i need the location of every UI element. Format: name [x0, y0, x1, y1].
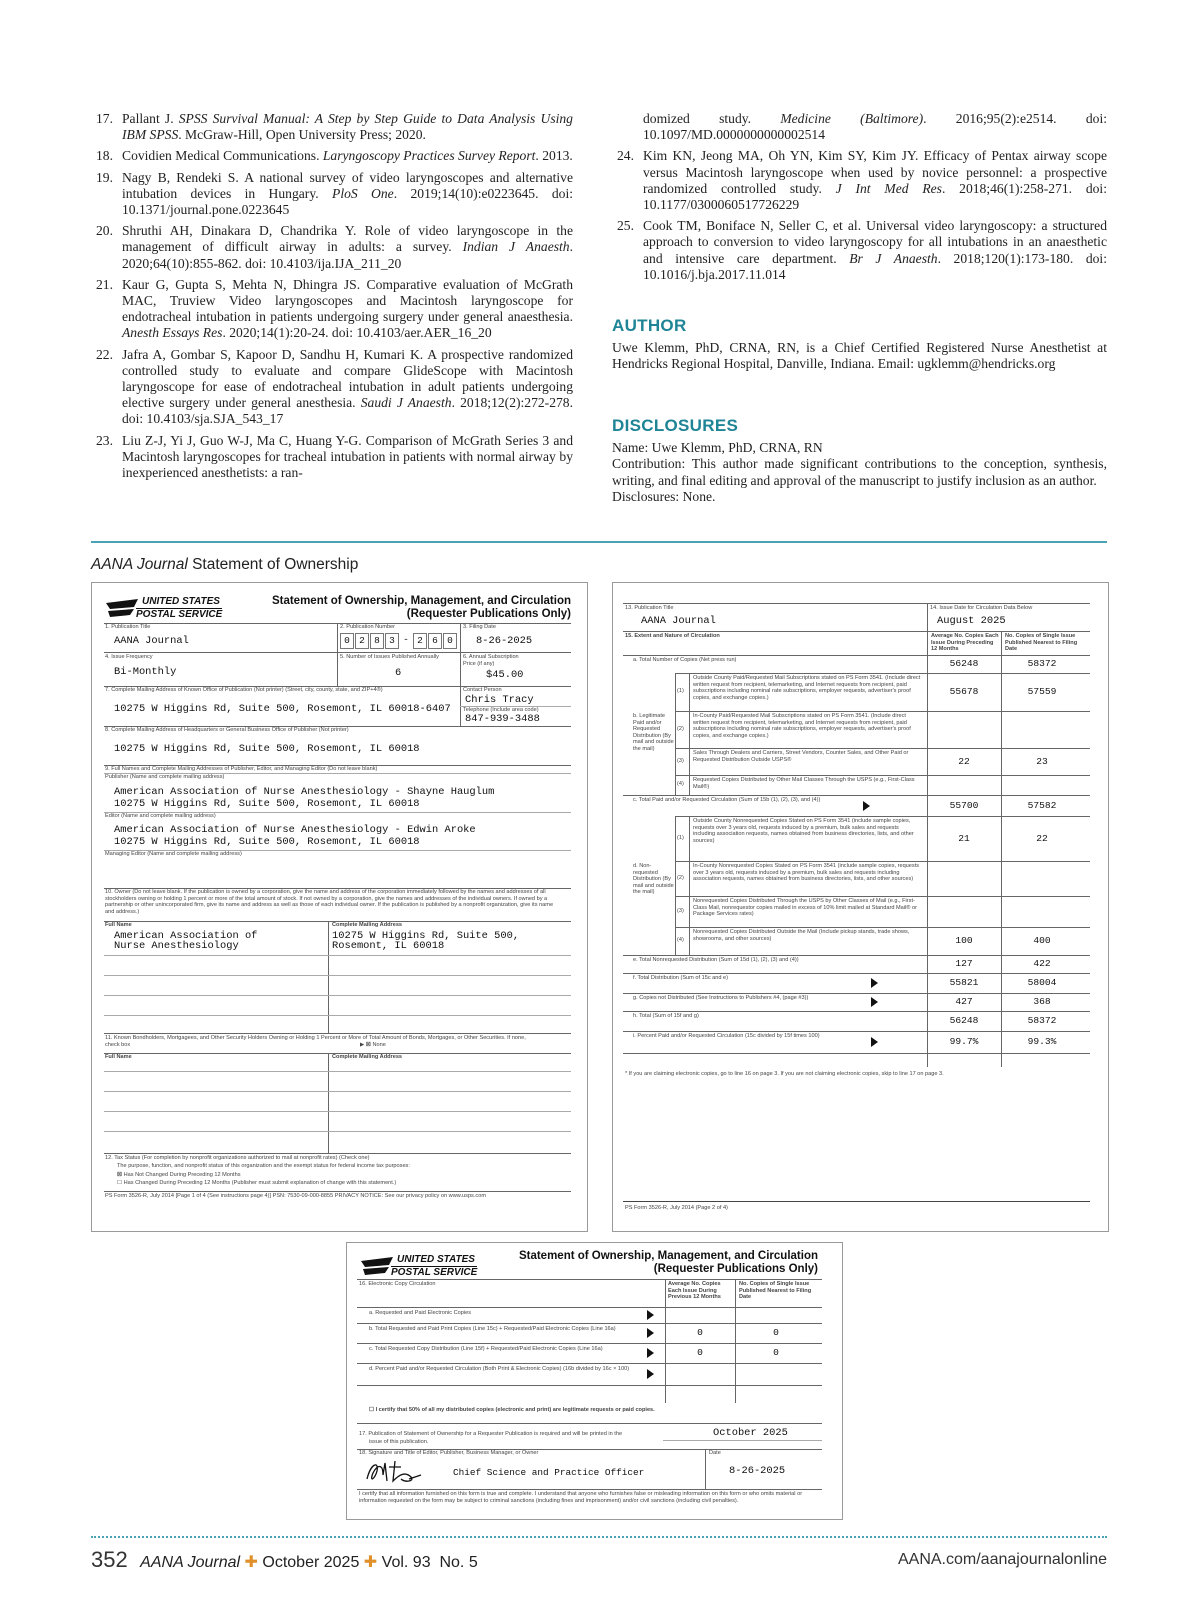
pub-title-value: AANA Journal — [114, 635, 189, 647]
pub-number-digit: 6 — [428, 633, 442, 649]
label-filing-date: 3. Filing Date — [463, 624, 496, 630]
pub-number-digit: 3 — [385, 633, 399, 649]
certify-all-text: I certify that all information furnished on this form is true and complete. I understand that anyone who furnishes false or misleading information on this form or who omits material or information requested on the form may be subject to criminal sanctions (including fines and imprisonment) and/or civil sanctions (including civil penalties). — [359, 1491, 803, 1504]
avg-copies-value: 56248 — [949, 1015, 979, 1026]
ps-form-page-1 — [91, 582, 588, 1232]
circulation-row-label: Requested Copies Distributed by Other Mail Classes Through the USPS (e.g., First-Class Mail®) — [693, 777, 915, 790]
col-single-header: No. Copies of Single Issue Published Nearest to Filing Date — [1005, 633, 1078, 653]
electronic-row-label: b. Total Requested and Paid Print Copies (Line 15c) + Requested/Paid Electronic Copies (Line 16a) — [369, 1326, 616, 1332]
row-sub-number: (4) — [677, 781, 684, 787]
avg-copies-value: 55678 — [949, 686, 979, 697]
single-issue-value: 422 — [1033, 958, 1051, 969]
caption-rest: Statement of Ownership — [187, 556, 359, 573]
col3-single-header: No. Copies of Single Issue Published Nearest to Filing Date — [739, 1281, 812, 1301]
single-issue-value: 99.3% — [1027, 1036, 1057, 1047]
circulation-row-label: In-County Paid/Requested Mail Subscriptions stated on PS Form 3541. (Include direct written request from recipient, telemarketing, and Internet requests from recipient, paid subscriptions including nominal rate subscriptions, employer requests, advertiser's proof copies, and exchange copies.) — [693, 713, 911, 739]
disclosures-name: Name: Uwe Klemm, PhD, CRNA, RN — [612, 440, 823, 456]
single-issue-value: 368 — [1033, 996, 1051, 1007]
tax-status-label: 12. Tax Status (For completion by nonprofit organizations authorized to mail at nonprofit rates) (Check one) — [105, 1155, 370, 1161]
row-sub-number: (2) — [677, 725, 684, 732]
eagle-icon — [359, 1257, 395, 1277]
label-pub-title: 1. Publication Title — [105, 624, 151, 630]
footer-divider — [91, 1536, 1107, 1538]
label-date: Date — [709, 1450, 721, 1456]
publisher-line2: 10275 W Higgins Rd, Suite 500, Rosemont, IL 60018 — [114, 798, 420, 810]
label-nonrequested: d. Non-requested Distribution (By mail and outside the mail) — [633, 863, 674, 896]
arrow-icon — [871, 997, 878, 1007]
usps-logo — [104, 597, 222, 620]
reference-number: 21. — [96, 276, 113, 292]
form1-title-line1: Statement of Ownership, Management, and Circulation — [271, 595, 571, 607]
reference-number: 17. — [96, 111, 113, 126]
circulation-row-label: In-County Nonrequested Copies Stated on PS Form 3541 (include sample copies, requests over 3 years old, requests induced by a premium, bulk sales and requests including association requests, names obtained from business directories, lists, and other sources) — [693, 863, 920, 883]
bondholders-label: 11. Known Bondholders, Mortgagees, and Other Security Holders Owning or Holding 1 Percent or More of Total Amount of Bonds, Mortgages, or Other Securities. If none, check box — [105, 1035, 526, 1048]
table-row-divider — [623, 973, 1090, 974]
usps-line2: POSTAL SERVICE — [391, 1267, 478, 1278]
label-managing-editor: Managing Editor (Name and complete mailing address) — [105, 851, 242, 857]
row-sub-number: (3) — [677, 907, 684, 914]
label-17: 17. Publication of Statement of Ownership for a Requester Publication is required and will be printed in the — [359, 1431, 623, 1437]
reference-text: Indian J Anaesth — [462, 239, 570, 255]
right-reference — [612, 148, 1107, 213]
reference-text: PloS One — [332, 185, 394, 201]
footer-issue: October 2025 — [262, 1554, 360, 1571]
table-row-divider — [623, 795, 1090, 796]
usps-line2: POSTAL SERVICE — [136, 609, 223, 620]
circulation-row-label: h. Total (Sum of 15f and g) — [633, 1013, 699, 1019]
right-reference — [612, 111, 1107, 143]
label-phone: Telephone (Include area code) — [463, 707, 539, 713]
label-hq: 8. Complete Mailing Address of Headquarters or General Business Office of Publisher (Not printer) — [105, 727, 349, 733]
label-issue-frequency: 4. Issue Frequency — [105, 654, 153, 660]
owner-name-line1: American Association of — [114, 930, 258, 942]
avg-copies-value: 427 — [955, 996, 973, 1007]
arrow-icon — [871, 1037, 878, 1047]
electronic-single-value: 0 — [773, 1327, 779, 1338]
electronic-row-label: c. Total Requested Copy Distribution (Line 15f) + Requested/Paid Electronic Copies (Line 16a) — [369, 1346, 603, 1352]
contact-value: Chris Tracy — [465, 694, 534, 706]
electronic-row-label: a. Requested and Paid Electronic Copies — [369, 1310, 471, 1316]
signer-title: Chief Science and Practice Officer — [453, 1467, 645, 1478]
reference-text: . 2019;14(10):e0223645. doi: 10.1371/journal.pone.0223645 — [122, 185, 573, 218]
figure-caption — [91, 556, 358, 574]
single-issue-value: 22 — [1036, 832, 1048, 844]
table-row-divider — [675, 775, 1090, 776]
author-text: Uwe Klemm, PhD, CRNA, RN, is a Chief Certified Registered Nurse Anesthetist at Hendricks Regional Hospital, Danville, Indiana. Email: ugklemm@hendricks.org — [612, 340, 1107, 372]
single-issue-value: 400 — [1033, 935, 1051, 946]
left-reference — [91, 170, 573, 219]
label-complete-address-2: Complete Mailing Address — [332, 1054, 403, 1060]
form3-title-line1: Statement of Ownership, Management, and Circulation — [518, 1250, 818, 1262]
reference-text: Saudi J Anaesth — [360, 395, 452, 411]
issue-date-value: August 2025 — [937, 615, 1006, 627]
left-reference — [91, 111, 573, 143]
none-checkbox: ▶ ☒ None — [360, 1042, 386, 1048]
pub-title-13-value: AANA Journal — [641, 615, 716, 627]
form1-title-line2: (Requester Publications Only) — [406, 607, 571, 620]
circulation-row-label: a. Total Number of Copies (Net press run) — [633, 657, 737, 663]
left-reference — [91, 433, 573, 482]
circulation-row-label: g. Copies not Distributed (See Instructions to Publishers #4, (page #3)) — [633, 995, 809, 1001]
usps-line1: UNITED STATES — [397, 1254, 475, 1265]
label-num-issues: 5. Number of Issues Published Annually — [340, 654, 439, 660]
reference-text: Liu Z-J, Yi J, Guo W-J, Ma C, Huang Y-G. Comparison of McGrath Series 3 and Macintosh laryngoscopes for tracheal intubation in patients with normal airway by inexperienced anesthetists: a ran- — [122, 432, 573, 481]
circulation-row-label: Sales Through Dealers and Carriers, Street Vendors, Counter Sales, and Other Paid or Requested Distribution Outside USPS® — [693, 750, 909, 763]
arrow-icon — [863, 801, 870, 811]
reference-text: Anesth Essays Res — [122, 325, 223, 341]
electronic-single-value: 0 — [773, 1347, 779, 1358]
label-names: 9. Full Names and Complete Mailing Addresses of Publisher, Editor, and Managing Editor (Do not leave blank) — [105, 766, 378, 772]
reference-text: Kaur G, Gupta S, Mehta N, Dhingra JS. Comparative evaluation of McGrath MAC, Truview Video laryngoscopes and Macintosh laryngoscope for endotracheal intubation in patients undergoing surgery under general anaesthesia. — [122, 276, 573, 325]
reference-text: . 2016;95(2):e2514. doi: 10.1097/MD.0000000000002514 — [643, 111, 1107, 143]
avg-copies-value: 100 — [955, 935, 973, 946]
tax-status-label-2: The purpose, function, and nonprofit status of this organization and the exempt status for federal income tax purposes: — [117, 1163, 410, 1169]
reference-text: SPSS Survival Manual: A Step by Step Guide to Data Analysis Using IBM SPSS — [122, 111, 573, 143]
arrow-icon — [647, 1328, 654, 1338]
avg-copies-value: 22 — [958, 755, 970, 767]
form1-footer: PS Form 3526-R, July 2014 [Page 1 of 4 (See instructions page 4)] PSN: 7530-09-000-8855 PRIVACY NOTICE: See our privacy policy on www.usps.com — [105, 1193, 486, 1199]
label-pub-title-13: 13. Publication Title — [625, 605, 674, 611]
pub-number-digit: 8 — [370, 633, 384, 649]
row-sub-number: (1) — [677, 834, 684, 841]
form1-title — [272, 595, 571, 620]
pub-number-digit: 2 — [355, 633, 369, 649]
footer-url: AANA.com/aanajournalonline — [897, 1551, 1107, 1568]
reference-text: Covidien Medical Communications. — [122, 148, 323, 164]
avg-copies-value: 99.7% — [949, 1036, 979, 1047]
certify-50-checkbox: ☐ I certify that 50% of all my distributed copies (electronic and print) are legitimate requests or paid copies. — [369, 1407, 655, 1413]
reference-text: . 2020;14(1):20-24. doi: 10.4103/aer.AER_16_20 — [222, 325, 492, 341]
circulation-row-label: Outside County Paid/Requested Mail Subscriptions stated on PS Form 3541. (Include direct written request from recipient, telemarketing, and Internet requests from recipient, paid subscriptions including nominal rate subscriptions, employer requests, advertiser's proof copies, and exchange copies.) — [693, 675, 921, 701]
label-sub-price: 6. Annual Subscription Price (if any) — [463, 654, 519, 667]
arrow-icon — [647, 1310, 654, 1320]
ps-form-page-3 — [346, 1242, 843, 1520]
row-sub-number: (2) — [677, 874, 684, 881]
reference-number: 20. — [96, 223, 113, 239]
plus-icon: ✚ — [363, 1554, 378, 1571]
avg-copies-value: 21 — [958, 832, 970, 844]
references-left — [91, 111, 573, 486]
label-full-name-2: Full Name — [105, 1054, 132, 1060]
signature-image — [361, 1457, 425, 1487]
reference-text: Jafra A, Gombar S, Kapoor D, Sandhu H, Kumari K. A prospective randomized controlled study to evaluate and compare GlideScope with Macintosh laryngoscope for ease of endotracheal intubation in adult patients undergoing elective surgery under general anesthesia. — [122, 346, 573, 411]
single-issue-value: 58372 — [1027, 1015, 1057, 1026]
pub-number-digit: 2 — [413, 633, 427, 649]
table-row-divider — [675, 861, 1090, 862]
plus-icon: ✚ — [244, 1554, 258, 1571]
reference-text: . 2018;46(1):258-271. doi: 10.1177/0300060517726229 — [643, 180, 1107, 213]
circulation-row-label: Nonrequested Copies Distributed Outside the Mail (Include pickup stands, trade shows, showrooms, and other sources) — [693, 929, 910, 942]
circulation-row-label: c. Total Paid and/or Requested Circulation (Sum of 15b (1), (2), (3), and (4)) — [633, 797, 821, 803]
electronic-avg-value: 0 — [697, 1347, 703, 1358]
table-row-divider — [623, 993, 1090, 994]
label-full-name: Full Name — [105, 922, 132, 928]
owner-name-line2: Nurse Anesthesiology — [114, 940, 239, 952]
owner-address-line2: Rosemont, IL 60018 — [332, 940, 445, 952]
mailing-value: 10275 W Higgins Rd, Suite 500, Rosemont, IL 60018-6407 — [114, 703, 451, 715]
avg-copies-value: 55700 — [949, 799, 979, 811]
sub-price-value: $45.00 — [486, 669, 524, 681]
electronic-note: * If you are claiming electronic copies, go to line 16 on page 3. If you are not claiming electronic copies, skip to line 17 on page 3. — [625, 1071, 944, 1077]
left-reference — [91, 277, 573, 342]
avg-copies-value: 55821 — [949, 977, 979, 988]
publisher-line1: American Association of Nurse Anesthesiology - Shayne Hauglum — [114, 786, 495, 798]
avg-copies-value: 127 — [955, 958, 973, 969]
col-avg-header: Average No. Copies Each Issue During Preceding 12 Months — [931, 633, 999, 653]
label-legit-paid: b. Legitimate Paid and/or Requested Distribution (By mail and outside the mail) — [633, 713, 674, 752]
circulation-row-label: i. Percent Paid and/or Requested Circulation (15c divided by 15f times 100) — [633, 1033, 820, 1039]
label-17b: issue of this publication. — [369, 1439, 429, 1445]
arrow-icon — [647, 1369, 654, 1379]
reference-text: Cook TM, Boniface N, Seller C, et al. Universal video laryngoscopy: a structured approach to conversion to video laryngoscopy for all intubations in an anaesthetic and intensive care department. — [643, 218, 1107, 266]
none-label: None — [372, 1042, 386, 1048]
arrow-icon — [871, 978, 878, 988]
owner-instructions: 10. Owner (Do not leave blank. If the publication is owned by a corporation, give the name and address of the corporation immediately followed by the names and addresses of all stockholders owning or holding 1 percent or more of the total amount of stock. If not owned by a corporation, give the names and addresses of the individual owners. If owned by a partnership or other unincorporated firm, give its name and address as well as those of each individual owner. If the publication is published by a nonprofit organization, give its name and address.) — [105, 889, 554, 915]
left-reference — [91, 223, 573, 272]
label-18: 18. Signature and Title of Editor, Publisher, Business Manager, or Owner — [359, 1450, 539, 1456]
table-row-divider — [623, 1011, 1090, 1012]
pub-number-digit: 0 — [443, 633, 457, 649]
row-sub-number: (1) — [677, 688, 684, 694]
pub-number-digit: 0 — [340, 633, 354, 649]
caption-journal: AANA Journal — [91, 556, 188, 573]
reference-text: Kim KN, Jeong MA, Oh YN, Kim SY, Kim JY. Efficacy of Pentax airway scope versus Macintosh laryngoscope when used by novice personnel: a prospective randomized controlled study. — [643, 148, 1107, 196]
circulation-row-label: e. Total Nonrequested Distribution (Sum of 15d (1), (2), (3) and (4)) — [633, 957, 799, 963]
usps-logo-2 — [359, 1255, 477, 1278]
reference-text: domized study. — [643, 111, 781, 126]
table-row-divider — [675, 748, 1090, 749]
reference-text: Br J Anaesth — [849, 250, 938, 266]
reference-text: Shruthi AH, Dinakara D, Chandrika Y. Role of video laryngoscope in the management of difficult airway in adults: a survey. — [122, 223, 573, 255]
disclosures-heading: DISCLOSURES — [612, 416, 739, 435]
reference-text: J Int Med Res — [835, 180, 942, 196]
issue-frequency-value: Bi-Monthly — [114, 666, 177, 678]
label-complete-address: Complete Mailing Address — [332, 922, 403, 928]
phone-value: 847-939-3488 — [465, 713, 540, 725]
editor-line1: American Association of Nurse Anesthesiology - Edwin Aroke — [114, 824, 476, 836]
label-publisher: Publisher (Name and complete mailing address) — [105, 774, 225, 780]
reference-text: . 2013. — [535, 148, 573, 164]
reference-text: . 2020;64(10):855-862. doi: 10.4103/ija.IJA_211_20 — [122, 239, 573, 271]
reference-text: . 2018;12(2):272-278. doi: 10.4103/sja.SJA_543_17 — [122, 395, 573, 427]
reference-text: Medicine (Baltimore) — [780, 111, 924, 126]
reference-number: 18. — [96, 148, 113, 164]
reference-text: . 2018;120(1):173-180. doi: 10.1016/j.bja.2017.11.014 — [643, 250, 1107, 282]
label-editor: Editor (Name and complete mailing address) — [105, 813, 216, 819]
table-row-divider — [675, 896, 1090, 897]
page-footer — [91, 1547, 1107, 1573]
page-number: 352 — [91, 1547, 128, 1572]
usps-line1: UNITED STATES — [142, 596, 220, 607]
tax-option-2: ☐ Has Changed During Preceding 12 Months (Publisher must submit explanation of change with this statement.) — [117, 1180, 397, 1186]
footer-journal: AANA Journal — [140, 1554, 241, 1571]
sign-date-value: 8-26-2025 — [729, 1465, 786, 1477]
circulation-row-label: Outside County Nonrequested Copies Stated on PS Form 3541 (include sample copies, requests over 3 years old, requests induced by a premium, bulk sales and requests including association requests, names obtained from business directories, lists, and other sources) — [693, 818, 914, 844]
filing-date-value: 8-26-2025 — [476, 635, 533, 647]
label-contact: Contact Person — [463, 687, 502, 693]
label-electronic: 16. Electronic Copy Circulation — [359, 1281, 436, 1287]
electronic-avg-value: 0 — [697, 1327, 703, 1338]
reference-text: Pallant J. — [122, 111, 179, 126]
table-row-divider — [675, 711, 1090, 712]
single-issue-value: 57559 — [1027, 686, 1057, 697]
references-right — [612, 111, 1107, 288]
owner-address-line1: 10275 W Higgins Rd, Suite 500, — [332, 930, 520, 942]
section-divider — [91, 541, 1107, 543]
circulation-row-label: Nonrequested Copies Distributed Through the USPS by Other Classes of Mail (e.g., First-Class Mail, nonrequestor copies mailed in excess of 10% limit mailed at Standard Mail® or Package Services rates) — [693, 898, 917, 918]
electronic-row-label: d. Percent Paid and/or Requested Circulation (Both Print & Electronic Copies) (16b divided by 16c × 100) — [369, 1366, 630, 1372]
reference-number: 22. — [96, 346, 113, 362]
pub-number-boxes — [340, 633, 458, 649]
disclosures-section — [612, 418, 1107, 505]
footer-volume: Vol. 93 No. 5 — [381, 1554, 478, 1571]
reference-number: 23. — [96, 432, 113, 448]
form3-title-line2: (Requester Publications Only) — [653, 1262, 818, 1275]
table-row-divider — [675, 673, 1090, 674]
num-issues-value: 6 — [395, 667, 402, 679]
label-pub-number: 2. Publication Number — [340, 624, 396, 630]
reference-number: 24. — [617, 148, 634, 164]
reference-text: Laryngoscopy Practices Survey Report — [322, 148, 536, 164]
reference-number: 25. — [617, 218, 634, 234]
single-issue-value: 57582 — [1027, 799, 1057, 811]
row-sub-number: (4) — [677, 937, 684, 943]
disclosures-none: Disclosures: None. — [612, 488, 716, 504]
ps-form-page-2 — [612, 582, 1109, 1232]
label-extent: 15. Extent and Nature of Circulation — [625, 633, 720, 639]
table-row-divider — [623, 1031, 1090, 1032]
pub-number-digit: - — [403, 634, 409, 645]
single-issue-value: 58372 — [1027, 658, 1057, 669]
row-sub-number: (3) — [677, 757, 684, 764]
circulation-row-label: f. Total Distribution (Sum of 15c and e) — [633, 975, 729, 981]
reference-text: Nagy B, Rendeki S. A national survey of video laryngoscopes and alternative intubation devices in Hungary. — [122, 169, 573, 201]
label-mailing: 7. Complete Mailing Address of Known Office of Publication (Not printer) (Street, city, county, state, and ZIP+4®) — [105, 687, 383, 693]
table-row-divider — [675, 816, 1090, 817]
left-reference — [91, 148, 573, 164]
reference-number: 19. — [96, 169, 113, 185]
issue-printed-value: October 2025 — [713, 1427, 788, 1439]
right-reference — [612, 218, 1107, 283]
single-issue-value: 23 — [1036, 755, 1048, 767]
hq-value: 10275 W Higgins Rd, Suite 500, Rosemont, IL 60018 — [114, 743, 420, 755]
editor-line2: 10275 W Higgins Rd, Suite 500, Rosemont, IL 60018 — [114, 836, 420, 848]
table-row-divider — [675, 927, 1090, 928]
col3-avg-header: Average No. Copies Each Issue During Previous 12 Months — [668, 1281, 721, 1301]
avg-copies-value: 56248 — [949, 658, 979, 669]
certify-50-text: I certify that 50% of all my distributed copies (electronic and print) are legitimate requests or paid copies. — [375, 1407, 655, 1413]
disclosures-contribution: Contribution: This author made significant contributions to the conception, synthesis, writing, and final editing and approval of the manuscript to justify inclusion as an author. — [612, 456, 1107, 488]
label-issue-date: 14. Issue Date for Circulation Data Below — [930, 605, 1033, 611]
author-section — [612, 318, 1107, 373]
form2-footer: PS Form 3526-R, July 2014 (Page 2 of 4) — [625, 1205, 728, 1211]
tax-option-1: ☒ Has Not Changed During Preceding 12 Months — [117, 1172, 241, 1178]
arrow-icon — [647, 1348, 654, 1358]
table-row-divider — [623, 955, 1090, 956]
eagle-icon — [104, 599, 140, 619]
table-row-divider — [623, 655, 1090, 656]
author-heading: AUTHOR — [612, 316, 687, 335]
left-reference — [91, 347, 573, 428]
form3-title — [519, 1250, 818, 1275]
reference-text: . McGraw-Hill, Open University Press; 2020. — [178, 127, 426, 143]
single-issue-value: 58004 — [1027, 977, 1057, 988]
